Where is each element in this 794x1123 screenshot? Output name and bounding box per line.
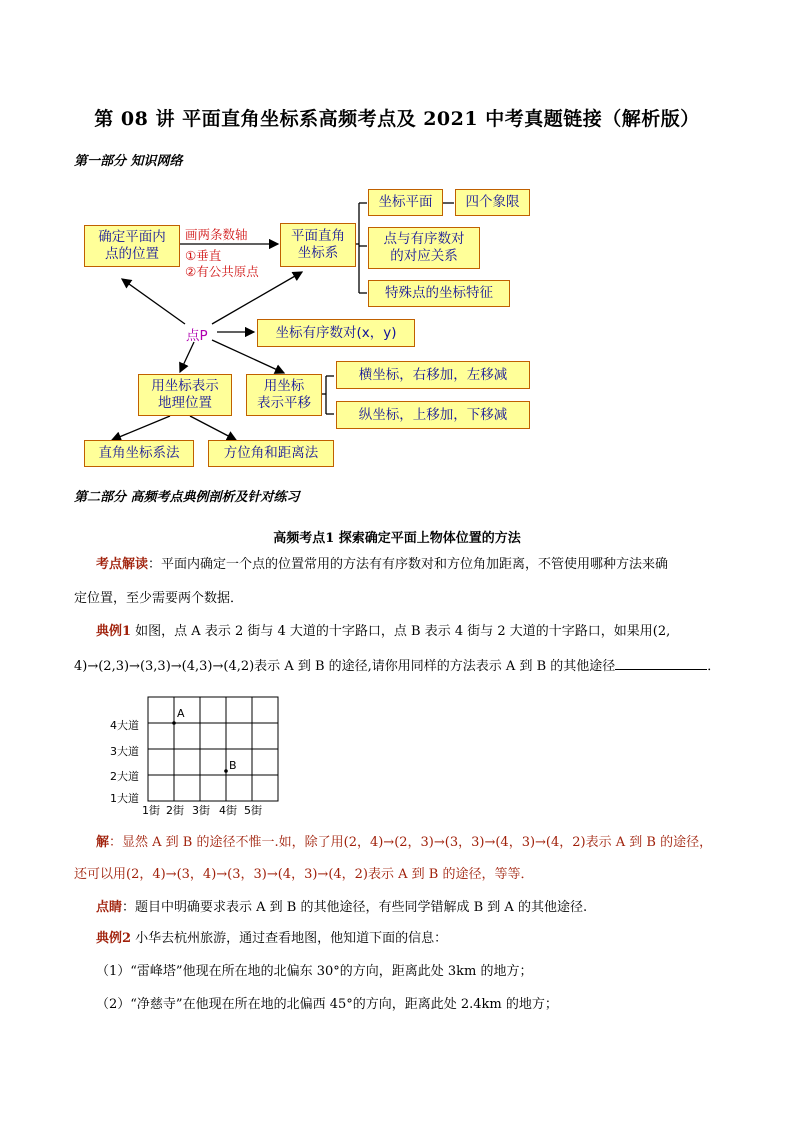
locate-point-label: 确定平面内 点的位置 [98, 229, 166, 262]
coordinate-plane-label: 坐标平面 [378, 194, 433, 210]
correspondence-label: 点与有序数对 的对应关系 [383, 231, 465, 264]
col-label-4: 4街 [219, 804, 237, 817]
example1-text2: 4)→(2,3)→(3,3)→(4,3)→(4,2)表示 A 到 B 的途径,请你用同样的方法表示 A 到 B 的其他途径 [74, 659, 616, 674]
example1-label: 典例1 [96, 624, 132, 639]
bearing-method-label: 方位角和距离法 [223, 445, 319, 461]
example2-item1: （1）“雷峰塔”他现在所在地的北偏东 30°的方向，距离此处 3km 的地方； [96, 964, 533, 979]
dianjing-label: 点睛 [96, 900, 123, 915]
page-title: 第 08 讲 平面直角坐标系高频考点及 2021 中考真题链接（解析版） [94, 108, 700, 130]
example1-text1: 如图，点 A 表示 2 街与 4 大道的十字路口，点 B 表示 4 街与 2 大道的十字路口，如果用(2, [131, 624, 671, 639]
translation-label: 用坐标 表示平移 [257, 378, 311, 411]
special-points-label: 特殊点的坐标特征 [385, 285, 493, 301]
solution-line2: 还可以用(2，4)→(3，4)→(3，3)→(4，3)→(4，2)表示 A 到 B 的途径，等等． [74, 867, 534, 882]
solution-line1 [96, 835, 712, 851]
section1-title: 高频考点1 探索确定平面上物体位置的方法 [273, 531, 521, 546]
row-label-4: 4大道 [110, 719, 139, 732]
example2-item2: （2）“净慈寺”在他现在所在地的北偏西 45°的方向，距离此处 2.4km 的地方； [96, 997, 558, 1012]
kaodian-label: 考点解读 [96, 557, 149, 572]
example2-label: 典例2 [96, 931, 132, 946]
row-label-2: 2大道 [110, 770, 139, 783]
point-p-label: 点P [186, 328, 208, 344]
ordered-pair-label: 坐标有序数对(x，y) [275, 324, 397, 341]
point-b-label: B [229, 759, 237, 772]
point-a-dot [172, 721, 176, 725]
draw-axes-label: 画两条数轴 [185, 227, 248, 242]
dianjing-text: ：题目中明确要求表示 A 到 B 的其他途径，有些同学错解成 B 到 A 的其他途径. [122, 900, 588, 915]
col-label-2: 2街 [166, 804, 184, 817]
coordinate-system-label: 平面直角 坐标系 [291, 228, 345, 261]
example2-text: 小华去杭州旅游，通过查看地图，他知道下面的信息： [131, 931, 448, 946]
example2-line [96, 931, 447, 947]
part1-heading: 第一部分 知识网络 [74, 154, 183, 169]
example1-end: ． [707, 659, 721, 674]
solution-text1: ：显然 A 到 B 的途径不惟一.如，除了用(2，4)→(2，3)→(3，3)→(4，3)→(4，2)表示 A 到 B 的途径， [109, 835, 713, 850]
col-label-1: 1街 [142, 804, 160, 817]
quadrants-label: 四个象限 [465, 194, 520, 210]
horizontal-shift-label: 横坐标，右移加，左移减 [358, 366, 508, 383]
solution-label: 解 [96, 835, 110, 850]
grid-lines [148, 697, 278, 801]
col-label-3: 3街 [192, 804, 210, 817]
part2-heading: 第二部分 高频考点典例剖析及针对练习 [74, 490, 300, 505]
point-a-label: A [177, 707, 185, 720]
row-label-1: 1大道 [110, 792, 139, 805]
common-origin-label: ②有公共原点 [185, 264, 259, 279]
point-b-dot [224, 769, 228, 773]
vertical-shift-label: 纵坐标，上移加，下移减 [358, 406, 508, 423]
kaodian-text1: ：平面内确定一个点的位置常用的方法有有序数对和方位角加距离，不管使用哪种方法来确 [148, 557, 669, 572]
row-label-3: 3大道 [110, 745, 139, 758]
dianjing-line [96, 900, 587, 916]
kaodian-line2: 定位置，至少需要两个数据． [74, 591, 244, 606]
col-label-5: 5街 [244, 804, 262, 817]
geo-position-label: 用坐标表示 地理位置 [151, 378, 219, 411]
perpendicular-label: ①垂直 [185, 248, 222, 263]
rect-method-label: 直角坐标系法 [98, 445, 180, 461]
